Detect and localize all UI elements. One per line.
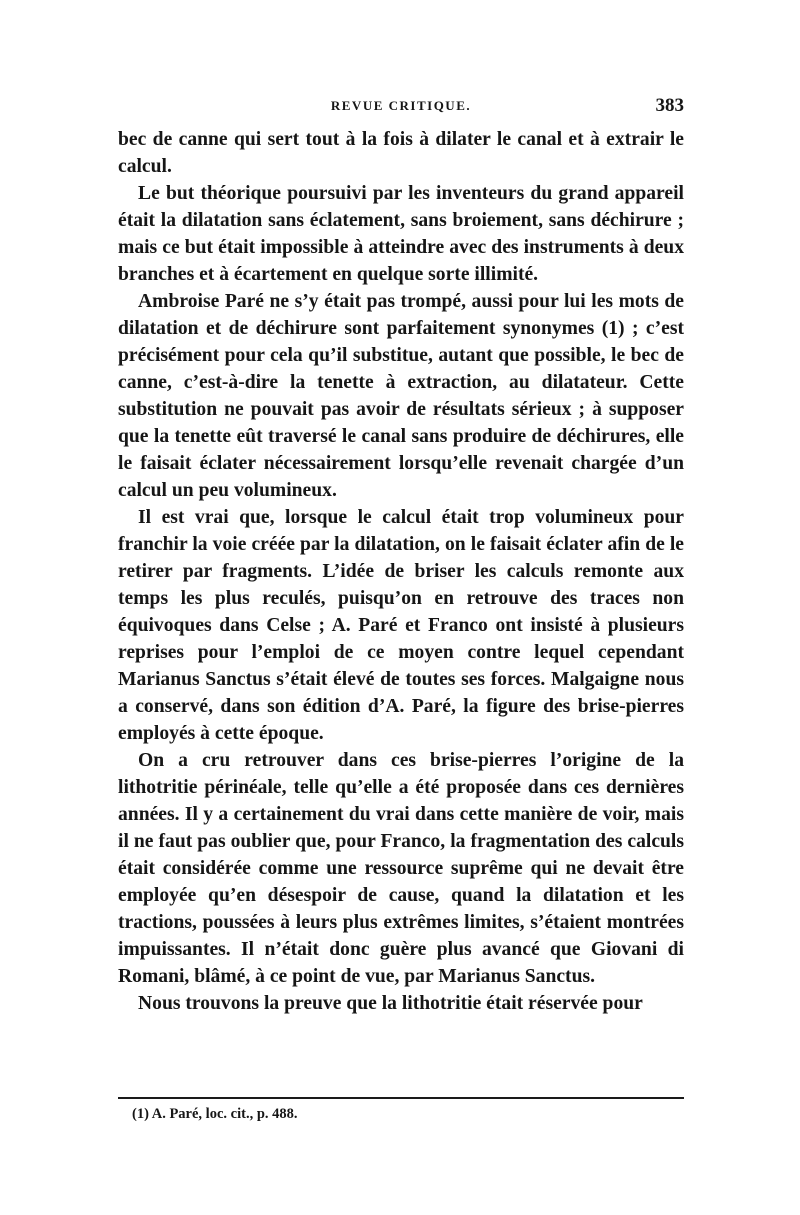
- paragraph: Ambroise Paré ne s’y était pas trompé, aussi pour lui les mots de dilatation et de déchirure sont parfaitement synonymes (1) ; c’est précisément pour cela qu’il substitue, autant que possible, le bec de canne, c’est-à-dire la tenette à extraction, au dilatateur. Cette substitution ne pouvait pas avoir de résultats sérieux ; à supposer que la tenette eût traversé le canal sans produire de déchirures, elle le faisait éclater nécessairement lorsqu’elle revenait chargée d’un calcul un peu volumineux.: [118, 291, 684, 501]
- running-title: REVUE CRITIQUE.: [330, 98, 472, 113]
- page-number: 383: [655, 95, 684, 116]
- footnote: (1) A. Paré, loc. cit., p. 488.: [132, 1106, 298, 1122]
- page-header: [118, 95, 684, 122]
- footnote-rule: [118, 1097, 684, 1099]
- paragraph: On a cru retrouver dans ces brise-pierres l’origine de la lithotritie périnéale, telle qu’elle a été proposée dans ces dernières années. Il y a certainement du vrai dans cette manière de voir, mais il ne faut pas oublier que, pour Franco, la fragmentation des calculs était considérée comme une ressource suprême qui ne devait être employée qu’en désespoir de cause, quand la dilatation et les tractions, poussées à leurs plus extrêmes limites, s’étaient montrées impuissantes. Il n’était donc guère plus avancé que Giovani di Romani, blâmé, à ce point de vue, par Marianus Sanctus.: [118, 750, 684, 987]
- paragraph: Il est vrai que, lorsque le calcul était trop volumineux pour franchir la voie créée par la dilatation, on le faisait éclater afin de le retirer par fragments. L’idée de briser les calculs remonte aux temps les plus reculés, puisqu’on en retrouve des traces non équivoques dans Celse ; A. Paré et Franco ont insisté à plusieurs reprises pour l’emploi de ce moyen contre lequel cependant Marianus Sanctus s’était élevé de toutes ses forces. Malgaigne nous a conservé, dans son édition d’A. Paré, la figure des brise-pierres employés à cette époque.: [118, 507, 684, 744]
- book-page: [118, 0, 684, 1215]
- body-text: [118, 126, 684, 1017]
- paragraph: Le but théorique poursuivi par les inventeurs du grand appareil était la dilatation sans éclatement, sans broiement, sans déchirure ; mais ce but était impossible à atteindre avec des instruments à deux branches et à écartement en quelque sorte illimité.: [118, 183, 684, 285]
- paragraph-continuation: bec de canne qui sert tout à la fois à dilater le canal et à extrair le calcul.: [118, 129, 684, 177]
- paragraph: Nous trouvons la preuve que la lithotritie était réservée pour: [138, 993, 643, 1014]
